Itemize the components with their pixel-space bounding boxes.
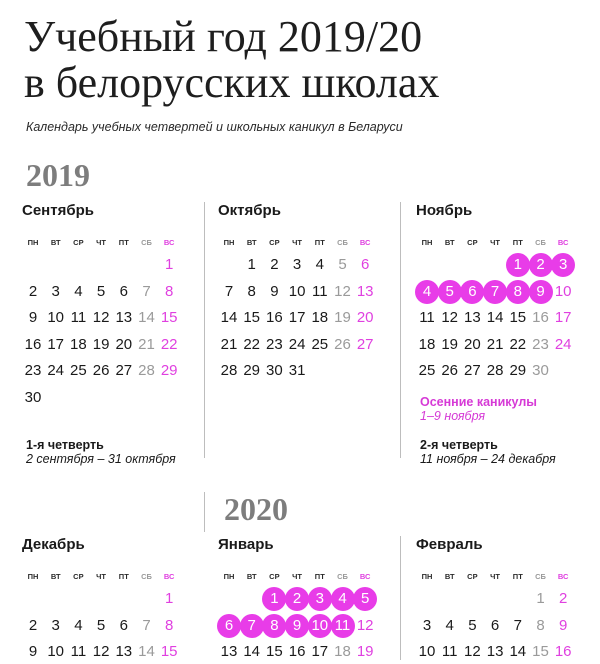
- holiday-day: 3: [308, 587, 332, 611]
- calendar-day: 17: [311, 643, 329, 660]
- calendar-day: 15: [160, 643, 178, 660]
- calendar-day: 5: [338, 256, 347, 273]
- calendar-day: 1: [536, 590, 545, 607]
- quarter-1-dates: 2 сентября – 31 октября: [26, 452, 176, 466]
- calendar-day: 4: [74, 616, 83, 634]
- calendar-day: 1: [247, 256, 256, 273]
- autumn-holidays-note: [420, 395, 537, 423]
- weekday-label: СР: [73, 238, 84, 247]
- column-divider: [400, 202, 401, 458]
- calendar-day: 17: [288, 309, 306, 326]
- calendar-day: 10: [288, 282, 306, 300]
- calendar-day: 24: [288, 335, 306, 353]
- calendar-day: 15: [243, 309, 261, 326]
- calendar-day: 31: [288, 362, 306, 379]
- holiday-day: 2: [529, 253, 553, 277]
- holiday-day: 9: [529, 280, 553, 304]
- calendar-day: 16: [266, 309, 283, 326]
- calendar-day: 7: [142, 282, 151, 300]
- weekday-label: ЧТ: [292, 572, 303, 581]
- calendar-day: 2: [28, 616, 38, 634]
- calendar-day: 18: [418, 335, 436, 353]
- calendar-day: 19: [356, 643, 374, 660]
- calendar-day: 20: [115, 335, 133, 353]
- weekday-label: ПТ: [512, 238, 523, 247]
- calendar-day: 28: [486, 362, 504, 379]
- calendar-day: 11: [70, 643, 87, 660]
- year-label-2020: 2020: [224, 491, 288, 527]
- calendar-day: 17: [554, 309, 572, 326]
- calendar-day: 29: [509, 362, 527, 379]
- calendar-day: 10: [554, 282, 572, 300]
- weekday-label: СР: [467, 238, 478, 247]
- weekday-label: СБ: [337, 238, 348, 247]
- weekday-label: СБ: [141, 238, 152, 247]
- holiday-day: 9: [285, 614, 309, 638]
- calendar-day: 5: [96, 282, 106, 300]
- calendar-day: 14: [243, 643, 261, 660]
- calendar-day: 30: [24, 388, 42, 406]
- calendar-day: 9: [559, 616, 568, 634]
- calendar-day: 3: [422, 616, 432, 634]
- calendar-day: 8: [536, 616, 545, 634]
- page-subtitle: Календарь учебных четвертей и школьных каникул в Беларуси: [26, 120, 403, 134]
- holiday-day: 1: [262, 587, 286, 611]
- calendar-day: 15: [509, 309, 527, 326]
- calendar-day: 1: [165, 590, 174, 607]
- weekday-label: ПН: [223, 572, 235, 581]
- weekday-label: ВТ: [50, 572, 61, 581]
- calendar-day: 23: [24, 362, 42, 379]
- calendar-day: 12: [92, 309, 110, 326]
- column-divider: [400, 536, 401, 660]
- calendar-day: 13: [115, 309, 133, 326]
- weekday-label: ЧТ: [96, 238, 107, 247]
- calendar-day: 16: [288, 643, 306, 660]
- calendar-day: 4: [315, 256, 324, 273]
- calendar-day: 15: [532, 643, 549, 660]
- weekday-label: СБ: [535, 238, 546, 247]
- calendar-day: 16: [532, 309, 549, 326]
- quarter-2-title: 2-я четверть: [420, 438, 498, 452]
- calendar-day: 29: [243, 362, 261, 379]
- calendar-day: 23: [532, 335, 549, 353]
- calendar-day: 22: [160, 335, 178, 353]
- calendar-day: 17: [47, 335, 65, 353]
- calendar-day: 11: [70, 309, 87, 326]
- month-name: Сентябрь: [22, 202, 94, 219]
- weekday-label: СБ: [535, 572, 546, 581]
- calendar-day: 11: [441, 643, 458, 660]
- calendar-day: 10: [418, 643, 436, 660]
- calendar-day: 7: [142, 616, 151, 634]
- title-line-2: в белорусских школах: [24, 58, 440, 107]
- month-name: Февраль: [416, 536, 483, 553]
- weekday-label: ВС: [359, 572, 371, 581]
- calendar-day: 12: [441, 309, 459, 326]
- calendar-day: 1: [165, 256, 174, 273]
- column-divider: [204, 202, 205, 458]
- calendar-day: 27: [464, 362, 481, 379]
- calendar-day: 4: [445, 616, 454, 634]
- holiday-day: 10: [308, 614, 332, 638]
- calendar-day: 7: [513, 616, 522, 634]
- calendar-day: 29: [160, 362, 178, 379]
- weekday-label: ПТ: [512, 572, 523, 581]
- weekday-label: СР: [467, 572, 478, 581]
- weekday-label: ЧТ: [490, 572, 501, 581]
- quarter-2-dates: 11 ноября – 24 декабря: [420, 452, 556, 466]
- calendar-day: 19: [92, 335, 110, 353]
- calendar-day: 7: [224, 282, 234, 300]
- calendar-day: 23: [266, 335, 283, 353]
- calendar-day: 19: [334, 309, 351, 326]
- calendar-day: 25: [70, 362, 87, 379]
- calendar-day: 5: [468, 616, 477, 634]
- calendar-day: 8: [165, 616, 174, 634]
- autumn-holidays-dates: 1–9 ноября: [420, 409, 486, 423]
- weekday-label: СР: [269, 572, 280, 581]
- year-label-2019: 2019: [26, 157, 90, 193]
- weekday-label: СБ: [337, 572, 348, 581]
- calendar-day: 9: [28, 643, 38, 660]
- calendar-day: 27: [356, 335, 374, 353]
- calendar-day: 24: [554, 335, 572, 353]
- quarter-1-title: 1-я четверть: [26, 438, 104, 452]
- calendar-day: 22: [243, 335, 261, 353]
- calendar-day: 14: [138, 643, 155, 660]
- calendar-day: 20: [464, 335, 481, 353]
- page-title: [24, 14, 594, 106]
- calendar-day: 4: [74, 282, 83, 300]
- holiday-day: 11: [331, 614, 355, 638]
- weekday-label: ПН: [421, 572, 433, 581]
- weekday-label: СБ: [141, 572, 152, 581]
- calendar-day: 28: [138, 362, 155, 379]
- calendar-day: 10: [47, 643, 65, 660]
- holiday-day: 7: [483, 280, 507, 304]
- calendar-day: 22: [509, 335, 527, 353]
- calendar-day: 18: [311, 309, 329, 326]
- weekday-label: ПТ: [314, 238, 325, 247]
- weekday-label: ПН: [27, 572, 39, 581]
- weekday-label: ПН: [421, 238, 433, 247]
- calendar-day: 26: [334, 335, 351, 353]
- calendar-day: 21: [138, 335, 155, 353]
- calendar-day: 13: [220, 643, 238, 660]
- calendar-day: 8: [247, 282, 256, 300]
- quarter-2-note: [420, 438, 556, 466]
- title-line-1: Учебный год 2019/20: [24, 12, 423, 61]
- weekday-label: ВС: [359, 238, 371, 247]
- calendar-day: 16: [24, 335, 42, 353]
- calendar-day: 28: [220, 362, 238, 379]
- calendar-day: 18: [334, 643, 351, 660]
- weekday-label: ВТ: [246, 572, 257, 581]
- weekday-label: ПТ: [118, 238, 129, 247]
- calendar-day: 25: [418, 362, 436, 379]
- holiday-day: 2: [285, 587, 309, 611]
- holiday-day: 8: [506, 280, 530, 304]
- holiday-day: 4: [331, 587, 355, 611]
- weekday-label: ПН: [27, 238, 39, 247]
- calendar-day: 6: [361, 256, 370, 273]
- calendar-day: 19: [441, 335, 459, 353]
- weekday-label: ПТ: [118, 572, 129, 581]
- calendar-day: 2: [559, 590, 568, 607]
- calendar-day: 9: [270, 282, 279, 300]
- holiday-day: 5: [353, 587, 377, 611]
- weekday-label: ВТ: [444, 572, 455, 581]
- calendar-day: 6: [119, 616, 128, 634]
- calendar-day: 24: [47, 362, 65, 379]
- holiday-day: 6: [217, 614, 241, 638]
- calendar-day: 2: [270, 256, 279, 273]
- calendar-day: 13: [356, 282, 374, 300]
- month-name: Декабрь: [22, 536, 85, 553]
- calendar-day: 11: [312, 282, 328, 300]
- holiday-day: 1: [506, 253, 530, 277]
- quarter-1-note: [26, 438, 176, 466]
- calendar-day: 26: [441, 362, 459, 379]
- calendar-day: 14: [486, 309, 504, 326]
- calendar-day: 15: [266, 643, 283, 660]
- calendar-day: 26: [92, 362, 110, 379]
- month-name: Октябрь: [218, 202, 281, 219]
- weekday-label: ЧТ: [292, 238, 303, 247]
- calendar-day: 2: [28, 282, 38, 300]
- calendar-day: 16: [554, 643, 572, 660]
- calendar-day: 13: [486, 643, 504, 660]
- holiday-day: 5: [438, 280, 462, 304]
- calendar-day: 13: [464, 309, 481, 326]
- month-name: Ноябрь: [416, 202, 473, 219]
- weekday-label: ВТ: [444, 238, 455, 247]
- holiday-day: 7: [240, 614, 264, 638]
- calendar-day: 14: [220, 309, 238, 326]
- calendar-day: 3: [292, 256, 302, 273]
- calendar-day: 30: [266, 362, 283, 379]
- calendar-day: 11: [419, 309, 435, 326]
- weekday-label: ЧТ: [490, 238, 501, 247]
- weekday-label: СР: [269, 238, 280, 247]
- calendar-day: 18: [70, 335, 87, 353]
- holiday-day: 4: [415, 280, 439, 304]
- calendar-day: 8: [165, 282, 174, 300]
- weekday-label: ПТ: [314, 572, 325, 581]
- month-name: Январь: [218, 536, 274, 553]
- holiday-day: 6: [460, 280, 484, 304]
- calendar-day: 13: [115, 643, 133, 660]
- calendar-day: 5: [96, 616, 106, 634]
- calendar-day: 3: [51, 616, 60, 634]
- calendar-day: 6: [119, 282, 128, 300]
- calendar-day: 12: [334, 282, 351, 300]
- holiday-day: 8: [262, 614, 286, 638]
- calendar-day: 14: [509, 643, 527, 660]
- calendar-day: 20: [356, 309, 374, 326]
- calendar-day: 15: [160, 309, 178, 326]
- weekday-label: СР: [73, 572, 84, 581]
- calendar-day: 12: [464, 643, 481, 660]
- calendar-day: 12: [356, 616, 374, 634]
- column-divider: [204, 492, 205, 532]
- weekday-label: ВТ: [246, 238, 257, 247]
- weekday-label: ВС: [557, 238, 569, 247]
- calendar-day: 25: [311, 335, 329, 353]
- calendar-day: 27: [115, 362, 133, 379]
- weekday-label: ЧТ: [96, 572, 107, 581]
- weekday-label: ВС: [163, 238, 175, 247]
- weekday-label: ПН: [223, 238, 235, 247]
- autumn-holidays-title: Осенние каникулы: [420, 395, 537, 409]
- calendar-day: 12: [92, 643, 110, 660]
- calendar-day: 3: [51, 282, 60, 300]
- calendar-day: 9: [28, 309, 38, 326]
- weekday-label: ВТ: [50, 238, 61, 247]
- calendar-day: 14: [138, 309, 155, 326]
- weekday-label: ВС: [163, 572, 175, 581]
- weekday-label: ВС: [557, 572, 569, 581]
- calendar-day: 6: [490, 616, 500, 634]
- calendar-day: 21: [486, 335, 504, 353]
- calendar-day: 21: [220, 335, 238, 353]
- calendar-day: 30: [532, 362, 549, 379]
- holiday-day: 3: [551, 253, 575, 277]
- calendar-day: 10: [47, 309, 65, 326]
